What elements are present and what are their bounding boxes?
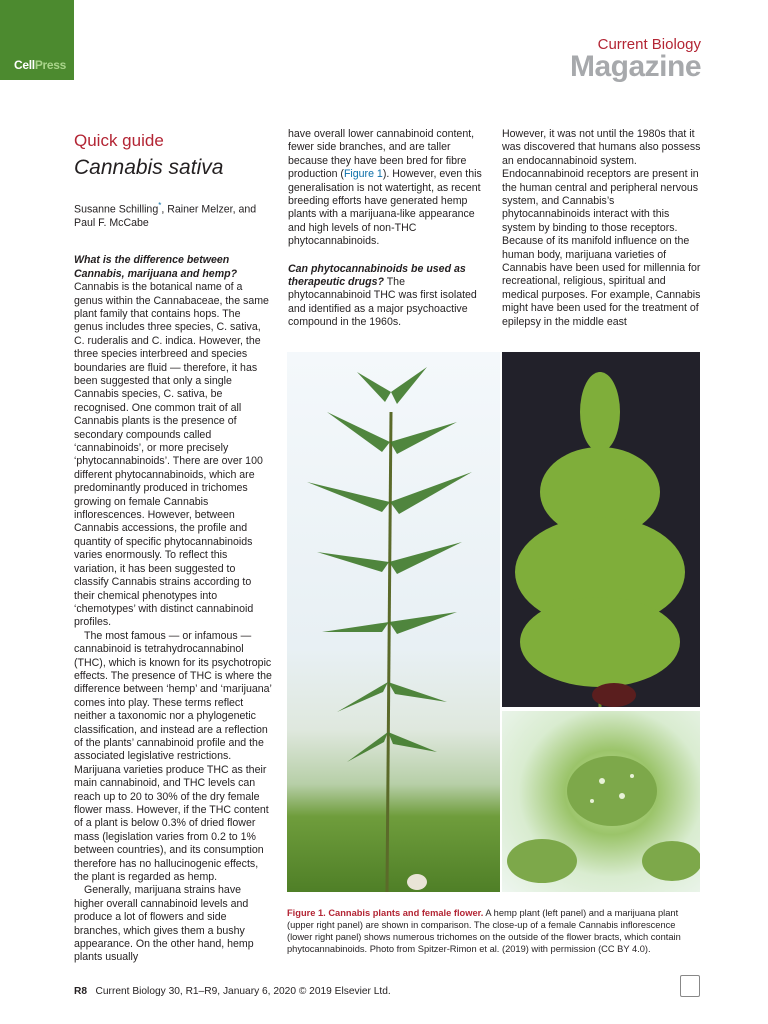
paragraph-4-start: have overall lower cannabinoid content, fewer side branches, and are taller because they have been bred for fibre production (: [288, 128, 475, 181]
section-name: Magazine: [569, 50, 701, 83]
column-1: [74, 128, 272, 965]
hemp-plant-photo: [287, 352, 500, 892]
paragraph-1: Cannabis is the botanical name of a genus within the Cannabaceae, the same plant family that contains hops. The genus includes three species, C. sativa, C. ruderalis and C. indica. However, the three species interbreed and species boundaries are fluid — therefore, it has been suggested that only a single Cannabis species, C. sativa, be recognised. One common trait of all Cannabis plants is the presence of secondary compounds called ‘cannabinoids’, or more precisely ‘phytocannabinoids’. There are over 100 different phytocannabinoids, which are predominantly produced in trichomes growing on female Cannabis inflorescences. However, between Cannabis accessions, the profile and quantity of specific phytocannabinoids varies enormously. To reflect this variation, it has been suggested to classify Cannabis strains according to their chemical phenotypes into ‘chemotypes’ with distinct cannabinoid profiles.: [74, 281, 269, 629]
logo-press: Press: [34, 58, 67, 72]
citation: Current Biology 30, R1–R9, January 6, 2020 © 2019 Elsevier Ltd.: [95, 986, 391, 997]
authors: [74, 199, 272, 230]
author-rest: , Rainer Melzer, and Paul F. McCabe: [74, 203, 257, 229]
author-first: Susanne Schilling: [74, 203, 159, 216]
figure-link[interactable]: Figure 1: [343, 168, 383, 181]
page-footer: [74, 986, 391, 997]
female-flower-closeup-photo: [502, 711, 700, 892]
check-for-updates-icon[interactable]: [680, 975, 700, 997]
correspondence-mark[interactable]: *: [158, 201, 162, 210]
paragraph-5: The phytocannabinoid THC was first isolated and identified as a major psychoactive compound in the 1960s.: [288, 276, 477, 329]
article-title: Cannabis sativa: [74, 156, 224, 179]
paragraph-6: However, it was not until the 1980s that it was discovered that humans also possess an endocannabinoid system. Endocannabinoid receptors are present in the human central and peripheral nervous system, and Cannabis’s phytocannabinoids interact with this system by binding to those receptors. Because of its manifold influence on the human body, marijuana varieties of Cannabis have been used for millennia for recreational, religious, spiritual and medical purposes. For example, Cannabis might have been used for the treatment of epilepsy in the middle east: [502, 128, 701, 328]
marijuana-plant-photo: [502, 352, 700, 707]
figure-caption: [287, 907, 700, 955]
paragraph-4: [288, 128, 490, 249]
caption-title: Figure 1. Cannabis plants and female flower.: [287, 908, 484, 918]
paragraph-2: The most famous — or infamous — cannabinoid is tetrahydrocannabinol (THC), which is known for its psychotropic effects. The presence of THC is where the difference between ‘hemp’ and ‘marijuana’ comes into play. These terms reflect neither a taxonomic nor a phylogenetic classification, and instead are a reflection of the plants’ cannabinoid profile and the associated legislative restrictions. Marijuana varieties produce THC as their main cannabinoid, and THC levels can reach up to 20 to 30% of the dry female flower mass. However, if the THC content of a plant is below 0.3% of dried flower mass (legislation varies from 0.2 to 1% between countries), and its consumption therefore has no hallucinogenic effects, the plant is regarded as hemp.: [74, 629, 272, 884]
logo-cell: Cell: [14, 58, 35, 72]
paragraph-4-end: ). However, even this generalisation is not watertight, as recent breeding efforts have generated hemp plants with a marijuana-like appearance and high levels of non-THC phytocannabinoids.: [288, 168, 482, 248]
journal-name: Current Biology: [597, 36, 701, 53]
caption-text: A hemp plant (left panel) and a marijuana plant (upper right panel) are shown in comparison. The close-up of a female Cannabis inflorescence (lower right panel) shows numerous trichomes on the outside of the flower bracts, which contain phytocannabinoids. Photo from Spitzer-Rimon et al. (2019) with permission (CC BY 4.0).: [287, 908, 681, 954]
page-number: R8: [74, 986, 88, 997]
question-heading-1: What is the difference between Cannabis, marijuana and hemp?: [74, 254, 238, 280]
cellpress-logo: [0, 0, 74, 80]
guide-label: Quick guide: [74, 131, 164, 150]
column-3: [502, 128, 704, 329]
question-heading-2: Can phytocannabinoids be used as therapeutic drugs?: [288, 262, 466, 289]
column-2: [288, 128, 490, 330]
paragraph-3: Generally, marijuana strains have higher overall cannabinoid levels and produce a lot of flowers and side branches, which gives them a bushy appearance. On the other hand, hemp plants usually: [74, 884, 254, 964]
